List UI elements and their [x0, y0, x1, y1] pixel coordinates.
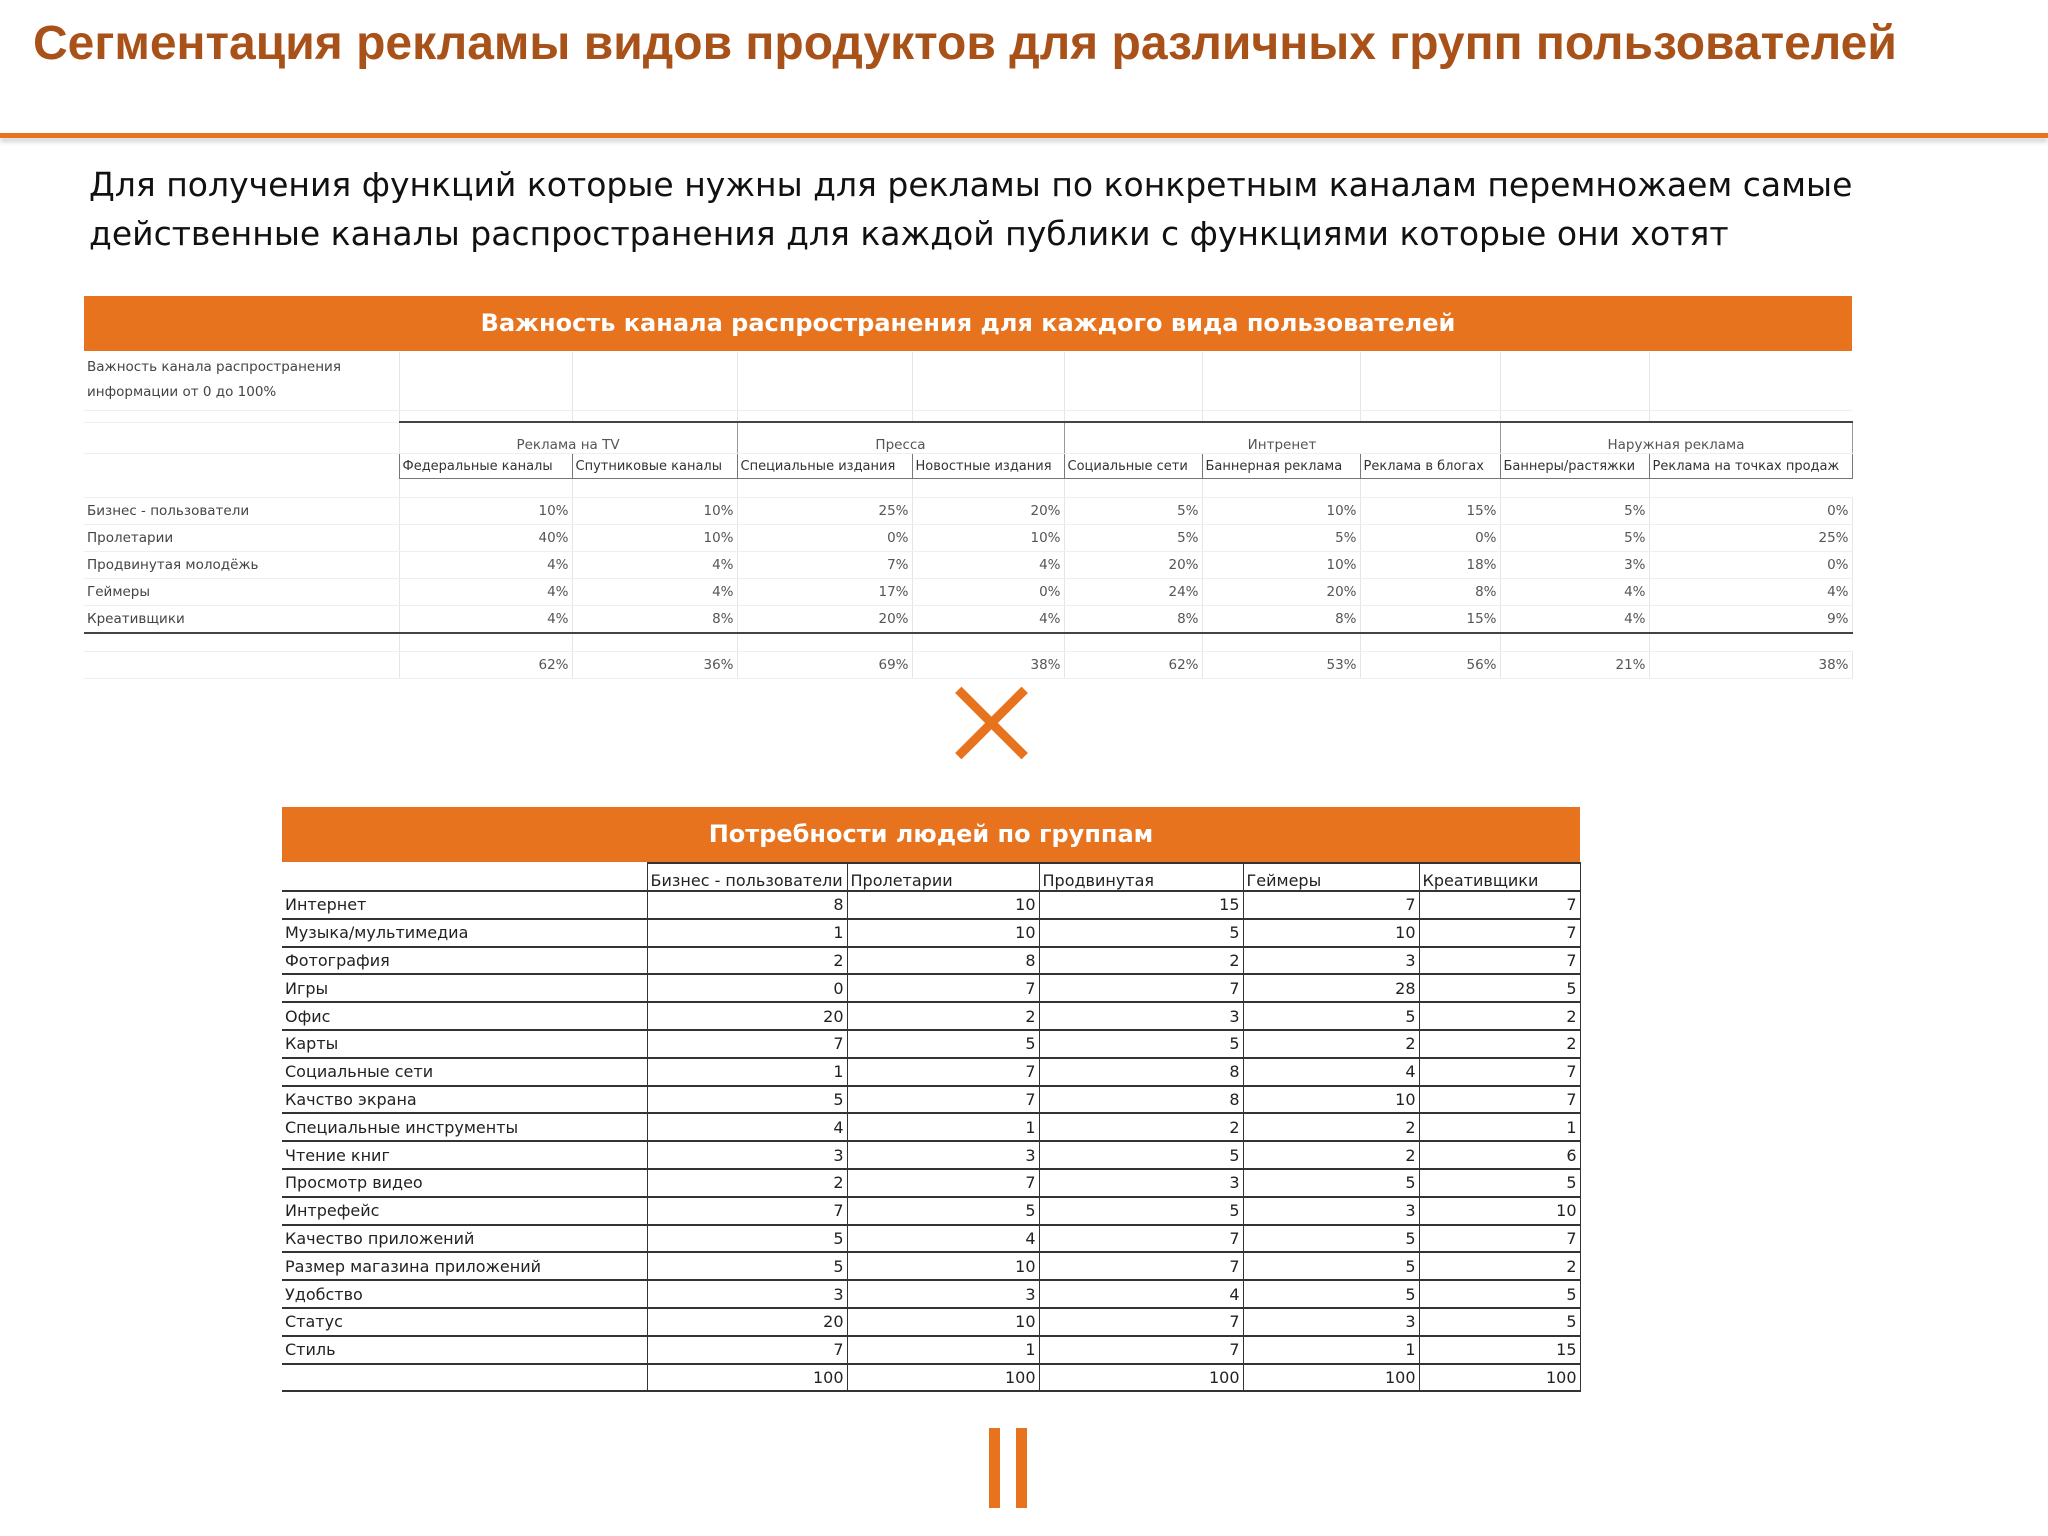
table-cell: 5 [847, 1197, 1039, 1225]
total-cell: 21% [1500, 652, 1649, 679]
table-cell: 7 [1419, 919, 1580, 947]
multiply-sign [956, 682, 1026, 764]
table-cell: 7 [847, 1169, 1039, 1197]
table-cell: 7 [647, 1336, 847, 1364]
channel-subheader: Баннерная реклама [1202, 454, 1360, 479]
table-cell: 4% [1500, 606, 1649, 634]
total-cell: 53% [1202, 652, 1360, 679]
channel-subheader: Реклама на точках продаж [1649, 454, 1852, 479]
table-row [282, 919, 1580, 947]
row-label: Специальные инструменты [282, 1113, 647, 1141]
row-label: Игры [282, 974, 647, 1002]
row-label: Музыка/мультимедиа [282, 919, 647, 947]
row-label: Стиль [282, 1336, 647, 1364]
table-cell: 0% [1649, 552, 1852, 579]
row-label: Качество приложений [282, 1225, 647, 1253]
total-cell: 56% [1360, 652, 1500, 679]
table-cell: 2 [1243, 1141, 1419, 1169]
channel-table-note: Важность канала распространения информации от 0 до 100% [84, 352, 399, 411]
table-row [282, 1058, 1580, 1086]
table-cell: 7 [1039, 1308, 1243, 1336]
table-cell: 4% [572, 579, 737, 606]
row-label: Офис [282, 1002, 647, 1030]
table-cell: 4% [399, 552, 572, 579]
table-cell: 15% [1360, 498, 1500, 525]
table-cell: 4% [1649, 579, 1852, 606]
total-cell: 100 [1039, 1364, 1243, 1392]
table-cell: 4% [912, 552, 1064, 579]
table-cell: 3 [847, 1280, 1039, 1308]
table-cell: 5 [1243, 1225, 1419, 1253]
table-cell: 5 [647, 1225, 847, 1253]
table-cell: 3 [1243, 1197, 1419, 1225]
table-cell: 4 [647, 1113, 847, 1141]
table-cell: 10% [1202, 498, 1360, 525]
table-cell: 3% [1500, 552, 1649, 579]
table-cell: 5% [1064, 498, 1202, 525]
table-cell: 7 [847, 1086, 1039, 1114]
table-cell: 4% [572, 552, 737, 579]
table-cell: 20% [1064, 552, 1202, 579]
table-cell: 15 [1039, 891, 1243, 919]
total-cell: 38% [1649, 652, 1852, 679]
table-row [282, 891, 1580, 919]
channel-subheader: Специальные издания [737, 454, 912, 479]
table-row [84, 552, 1852, 579]
table-row [282, 1169, 1580, 1197]
table-row [282, 1141, 1580, 1169]
table-cell: 7 [647, 1197, 847, 1225]
table-cell: 10% [572, 498, 737, 525]
page-title: Сегментация рекламы видов продуктов для различных групп пользователей [33, 17, 1897, 70]
table-cell: 5 [1419, 1169, 1580, 1197]
row-label: Интернет [282, 891, 647, 919]
table-cell: 10 [847, 891, 1039, 919]
column-header: Креативщики [1419, 863, 1580, 891]
column-header: Продвинутая [1039, 863, 1243, 891]
table-cell: 2 [1039, 947, 1243, 975]
channel-table-banner: Важность канала распространения для каждого вида пользователей [84, 296, 1852, 351]
channel-subheader: Баннеры/растяжки [1500, 454, 1649, 479]
table-row [282, 1280, 1580, 1308]
table-cell: 7 [1419, 1058, 1580, 1086]
column-header: Бизнес - пользователи [647, 863, 847, 891]
channel-subheader: Реклама в блогах [1360, 454, 1500, 479]
table-cell: 10 [847, 919, 1039, 947]
table-cell: 2 [1243, 1030, 1419, 1058]
table-row [282, 1197, 1580, 1225]
table-cell: 10% [1202, 552, 1360, 579]
table-row [282, 1002, 1580, 1030]
row-label: Чтение книг [282, 1141, 647, 1169]
table-cell: 25% [737, 498, 912, 525]
table-cell: 8% [1064, 606, 1202, 634]
table-cell: 7% [737, 552, 912, 579]
table-row [282, 1336, 1580, 1364]
table-cell: 10% [912, 525, 1064, 552]
table-cell: 10 [1419, 1197, 1580, 1225]
table-cell: 25% [1649, 525, 1852, 552]
channel-group-header: Наружная реклама [1500, 422, 1852, 454]
table-cell: 7 [1419, 1225, 1580, 1253]
row-label: Бизнес - пользователи [84, 498, 399, 525]
total-cell: 69% [737, 652, 912, 679]
table-cell: 7 [847, 974, 1039, 1002]
table-cell: 40% [399, 525, 572, 552]
table-cell: 4% [399, 606, 572, 634]
table-cell: 7 [847, 1058, 1039, 1086]
table-cell: 3 [1243, 1308, 1419, 1336]
table-cell: 2 [647, 947, 847, 975]
table-row [282, 1086, 1580, 1114]
table-cell: 9% [1649, 606, 1852, 634]
row-label: Статус [282, 1308, 647, 1336]
table-cell: 0% [912, 579, 1064, 606]
table-cell: 20 [647, 1002, 847, 1030]
table-cell: 4% [1500, 579, 1649, 606]
table-cell: 5% [1500, 498, 1649, 525]
total-cell: 100 [647, 1364, 847, 1392]
total-cell: 62% [399, 652, 572, 679]
table-cell: 1 [647, 919, 847, 947]
table-cell: 20 [647, 1308, 847, 1336]
table-cell: 0 [647, 974, 847, 1002]
table-cell: 18% [1360, 552, 1500, 579]
row-label: Креативщики [84, 606, 399, 634]
table-cell: 2 [847, 1002, 1039, 1030]
table-cell: 2 [1243, 1113, 1419, 1141]
total-cell: 62% [1064, 652, 1202, 679]
table-cell: 0% [737, 525, 912, 552]
table-row [84, 606, 1852, 634]
table-row [282, 947, 1580, 975]
table-cell: 2 [647, 1169, 847, 1197]
table-cell: 1 [1419, 1113, 1580, 1141]
table-cell: 5 [847, 1030, 1039, 1058]
table-cell: 4% [399, 579, 572, 606]
table-cell: 15 [1419, 1336, 1580, 1364]
table-row [282, 1308, 1580, 1336]
table-cell: 3 [647, 1141, 847, 1169]
table-cell: 3 [847, 1141, 1039, 1169]
row-label: Социальные сети [282, 1058, 647, 1086]
table-cell: 1 [647, 1058, 847, 1086]
table-cell: 1 [847, 1336, 1039, 1364]
table-cell: 0% [1649, 498, 1852, 525]
table-cell: 5% [1500, 525, 1649, 552]
equals-sign [989, 1428, 1037, 1508]
table-cell: 7 [1419, 1086, 1580, 1114]
intro-text: Для получения функций которые нужны для рекламы по конкретным каналам перемножаем самые действенные каналы распространения для каждой публики с функциями которые они хотят [89, 165, 1853, 253]
table-cell: 8% [1202, 606, 1360, 634]
table-cell: 7 [1039, 1252, 1243, 1280]
table-cell: 6 [1419, 1141, 1580, 1169]
channel-group-header: Интренет [1064, 422, 1500, 454]
table-cell: 5 [1419, 1280, 1580, 1308]
table-cell: 10% [399, 498, 572, 525]
channel-group-header: Реклама на TV [399, 422, 737, 454]
row-label: Карты [282, 1030, 647, 1058]
table-cell: 5 [1243, 1280, 1419, 1308]
title-divider [0, 133, 2048, 138]
table-cell: 10% [572, 525, 737, 552]
total-cell: 100 [1419, 1364, 1580, 1392]
total-cell: 38% [912, 652, 1064, 679]
table-cell: 3 [1243, 947, 1419, 975]
table-cell: 8 [847, 947, 1039, 975]
table-cell: 0% [1360, 525, 1500, 552]
channel-subheader: Социальные сети [1064, 454, 1202, 479]
table-cell: 4 [847, 1225, 1039, 1253]
table-cell: 1 [1243, 1336, 1419, 1364]
table-cell: 10 [1243, 1086, 1419, 1114]
table-cell: 5 [1243, 1002, 1419, 1030]
table-cell: 8 [647, 891, 847, 919]
table-cell: 5 [1419, 1308, 1580, 1336]
row-label: Продвинутая молодёжь [84, 552, 399, 579]
table-cell: 5 [1243, 1169, 1419, 1197]
table-cell: 7 [1419, 891, 1580, 919]
channel-subheader: Новостные издания [912, 454, 1064, 479]
table-cell: 17% [737, 579, 912, 606]
table-cell: 5 [1039, 1197, 1243, 1225]
needs-table [282, 862, 1581, 1392]
row-label: Удобство [282, 1280, 647, 1308]
table-cell: 5 [647, 1252, 847, 1280]
table-cell: 8% [572, 606, 737, 634]
table-cell: 7 [647, 1030, 847, 1058]
table-cell: 10 [1243, 919, 1419, 947]
table-cell: 4 [1039, 1280, 1243, 1308]
total-cell: 100 [847, 1364, 1039, 1392]
table-row [282, 1225, 1580, 1253]
table-cell: 2 [1039, 1113, 1243, 1141]
table-cell: 5 [1039, 919, 1243, 947]
channel-subheader: Федеральные каналы [399, 454, 572, 479]
table-cell: 5% [1202, 525, 1360, 552]
channel-group-header: Пресса [737, 422, 1064, 454]
row-label: Качство экрана [282, 1086, 647, 1114]
table-cell: 7 [1039, 974, 1243, 1002]
table-cell: 5 [1039, 1141, 1243, 1169]
table-cell: 15% [1360, 606, 1500, 634]
table-row [84, 525, 1852, 552]
column-header: Пролетарии [847, 863, 1039, 891]
table-cell: 5 [1419, 974, 1580, 1002]
channel-importance-table [84, 352, 1853, 679]
table-cell: 3 [647, 1280, 847, 1308]
table-row [282, 1030, 1580, 1058]
table-cell: 2 [1419, 1030, 1580, 1058]
table-cell: 20% [737, 606, 912, 634]
table-row [282, 1252, 1580, 1280]
table-cell: 10 [847, 1252, 1039, 1280]
table-cell: 8 [1039, 1058, 1243, 1086]
table-cell: 5 [647, 1086, 847, 1114]
table-cell: 20% [1202, 579, 1360, 606]
table-row [84, 579, 1852, 606]
row-label: Просмотр видео [282, 1169, 647, 1197]
row-label: Размер магазина приложений [282, 1252, 647, 1280]
table-cell: 10 [847, 1308, 1039, 1336]
table-cell: 7 [1419, 947, 1580, 975]
table-cell: 8 [1039, 1086, 1243, 1114]
table-cell: 8% [1360, 579, 1500, 606]
table-row [282, 974, 1580, 1002]
total-cell: 100 [1243, 1364, 1419, 1392]
table-cell: 1 [847, 1113, 1039, 1141]
table-row [84, 498, 1852, 525]
table-cell: 3 [1039, 1002, 1243, 1030]
needs-table-banner: Потребности людей по группам [282, 807, 1580, 862]
channel-subheader: Спутниковые каналы [572, 454, 737, 479]
table-cell: 2 [1419, 1002, 1580, 1030]
table-cell: 2 [1419, 1252, 1580, 1280]
table-row [282, 1113, 1580, 1141]
table-cell: 7 [1039, 1225, 1243, 1253]
row-label: Геймеры [84, 579, 399, 606]
table-cell: 7 [1039, 1336, 1243, 1364]
row-label: Фотография [282, 947, 647, 975]
table-cell: 3 [1039, 1169, 1243, 1197]
column-header: Геймеры [1243, 863, 1419, 891]
table-cell: 7 [1243, 891, 1419, 919]
table-cell: 28 [1243, 974, 1419, 1002]
row-label: Пролетарии [84, 525, 399, 552]
table-cell: 4 [1243, 1058, 1419, 1086]
total-cell: 36% [572, 652, 737, 679]
table-cell: 4% [912, 606, 1064, 634]
table-cell: 24% [1064, 579, 1202, 606]
row-label: Интрефейс [282, 1197, 647, 1225]
table-cell: 5% [1064, 525, 1202, 552]
table-cell: 5 [1039, 1030, 1243, 1058]
table-cell: 20% [912, 498, 1064, 525]
table-cell: 5 [1243, 1252, 1419, 1280]
